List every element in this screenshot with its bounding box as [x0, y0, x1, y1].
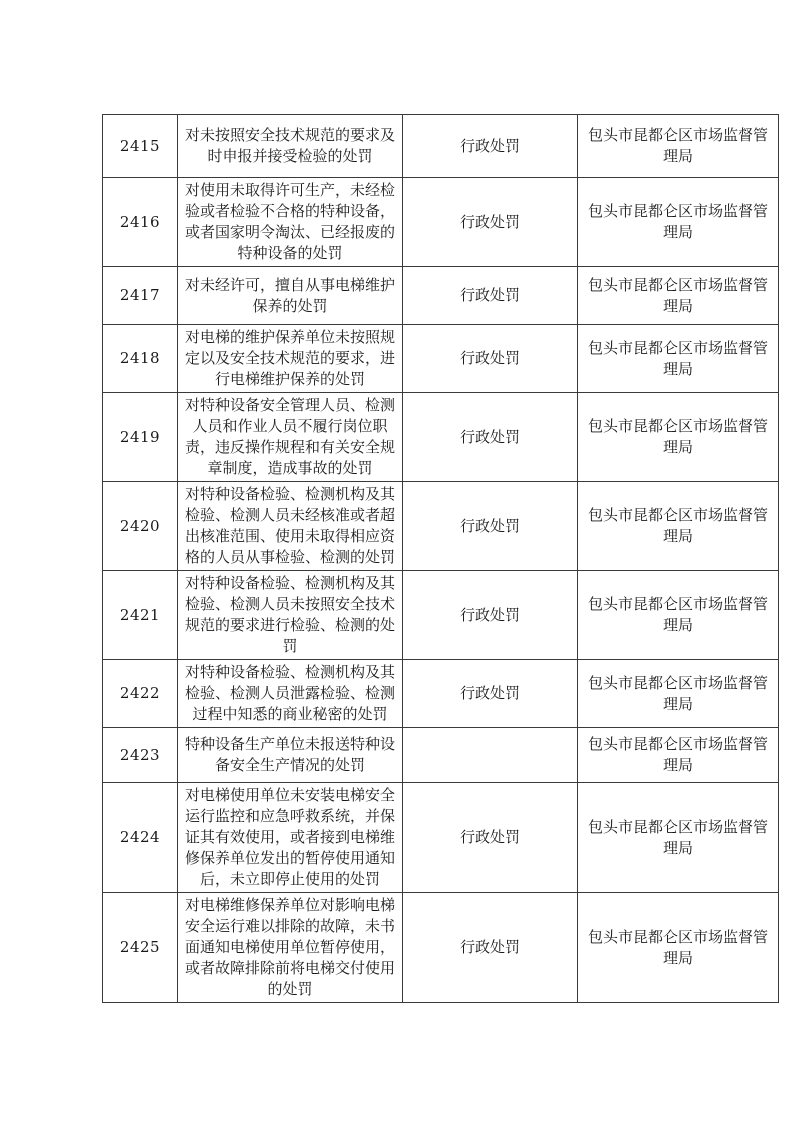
- penalty-table: [102, 114, 779, 1003]
- penalty-matter-cell: 对特种设备检验、检测机构及其检验、检测人员泄露检验、检测过程中知悉的商业秘密的处罚: [178, 660, 403, 728]
- penalty-type-cell: 行政处罚: [403, 325, 578, 393]
- penalty-matter-cell: 对未按照安全技术规范的要求及时申报并接受检验的处罚: [178, 115, 403, 178]
- table-row: [103, 115, 779, 178]
- row-id-cell: 2417: [103, 267, 178, 325]
- penalty-type-cell: 行政处罚: [403, 660, 578, 728]
- table-row: [103, 893, 779, 1003]
- table-row: [103, 728, 779, 783]
- authority-cell: 包头市昆都仑区市场监督管理局: [578, 728, 779, 783]
- penalty-type-cell: 行政处罚: [403, 178, 578, 267]
- table-row: [103, 267, 779, 325]
- penalty-type-cell: 行政处罚: [403, 393, 578, 482]
- penalty-type-cell: 行政处罚: [403, 783, 578, 893]
- penalty-type-cell: [403, 728, 578, 783]
- penalty-type-cell: 行政处罚: [403, 482, 578, 571]
- row-id-cell: 2418: [103, 325, 178, 393]
- table-row: [103, 571, 779, 660]
- penalty-matter-cell: 对电梯维修保养单位对影响电梯安全运行难以排除的故障，未书面通知电梯使用单位暂停使用，或者故障排除前将电梯交付使用的处罚: [178, 893, 403, 1003]
- penalty-matter-cell: 对未经许可，擅自从事电梯维护保养的处罚: [178, 267, 403, 325]
- row-id-cell: 2419: [103, 393, 178, 482]
- penalty-matter-cell: 对特种设备检验、检测机构及其检验、检测人员未按照安全技术规范的要求进行检验、检测的处罚: [178, 571, 403, 660]
- row-id-cell: 2421: [103, 571, 178, 660]
- penalty-matter-cell: 对特种设备安全管理人员、检测人员和作业人员不履行岗位职责，违反操作规程和有关安全规章制度，造成事故的处罚: [178, 393, 403, 482]
- table-row: [103, 178, 779, 267]
- penalty-matter-cell: 特种设备生产单位未报送特种设备安全生产情况的处罚: [178, 728, 403, 783]
- penalty-matter-cell: 对电梯使用单位未安装电梯安全运行监控和应急呼救系统，并保证其有效使用，或者接到电梯维修保养单位发出的暂停使用通知后，未立即停止使用的处罚: [178, 783, 403, 893]
- table-row: [103, 325, 779, 393]
- authority-cell: 包头市昆都仑区市场监督管理局: [578, 783, 779, 893]
- row-id-cell: 2420: [103, 482, 178, 571]
- row-id-cell: 2424: [103, 783, 178, 893]
- authority-cell: 包头市昆都仑区市场监督管理局: [578, 482, 779, 571]
- table-row: [103, 660, 779, 728]
- row-id-cell: 2416: [103, 178, 178, 267]
- table-row: [103, 783, 779, 893]
- row-id-cell: 2423: [103, 728, 178, 783]
- penalty-type-cell: 行政处罚: [403, 571, 578, 660]
- penalty-type-cell: 行政处罚: [403, 115, 578, 178]
- table-row: [103, 393, 779, 482]
- authority-cell: 包头市昆都仑区市场监督管理局: [578, 178, 779, 267]
- penalty-matter-cell: 对电梯的维护保养单位未按照规定以及安全技术规范的要求，进行电梯维护保养的处罚: [178, 325, 403, 393]
- penalty-type-cell: 行政处罚: [403, 893, 578, 1003]
- penalty-matter-cell: 对使用未取得许可生产，未经检验或者检验不合格的特种设备，或者国家明令淘汰、已经报废的特种设备的处罚: [178, 178, 403, 267]
- authority-cell: 包头市昆都仑区市场监督管理局: [578, 571, 779, 660]
- row-id-cell: 2415: [103, 115, 178, 178]
- penalty-type-cell: 行政处罚: [403, 267, 578, 325]
- row-id-cell: 2425: [103, 893, 178, 1003]
- authority-cell: 包头市昆都仑区市场监督管理局: [578, 660, 779, 728]
- penalty-table-body: [103, 115, 779, 1003]
- penalty-matter-cell: 对特种设备检验、检测机构及其检验、检测人员未经核准或者超出核准范围、使用未取得相应资格的人员从事检验、检测的处罚: [178, 482, 403, 571]
- authority-cell: 包头市昆都仑区市场监督管理局: [578, 325, 779, 393]
- authority-cell: 包头市昆都仑区市场监督管理局: [578, 267, 779, 325]
- authority-cell: 包头市昆都仑区市场监督管理局: [578, 393, 779, 482]
- authority-cell: 包头市昆都仑区市场监督管理局: [578, 893, 779, 1003]
- table-row: [103, 482, 779, 571]
- authority-cell: 包头市昆都仑区市场监督管理局: [578, 115, 779, 178]
- row-id-cell: 2422: [103, 660, 178, 728]
